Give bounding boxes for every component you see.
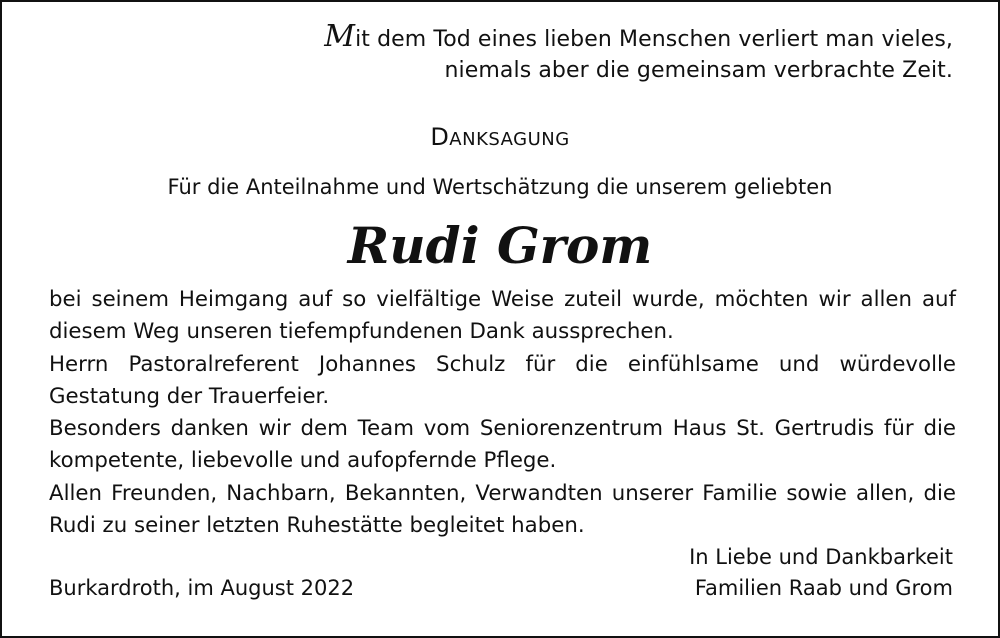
paragraph: Herrn Pastoralreferent Johannes Schulz für die einfühlsame und würdevolle Gestatung der Trauerfeier.	[49, 351, 956, 409]
memorial-quote	[324, 19, 953, 86]
paragraph: Besonders danken wir dem Team vom Seniorenzentrum Haus St. Gertrudis für die kompetente, liebevolle und aufopfernde Pflege.	[49, 416, 956, 474]
quote-line-2: niemals aber die gemeinsam verbrachte Zeit.	[444, 58, 953, 83]
quote-line-1	[324, 19, 953, 55]
paragraph: Allen Freunden, Nachbarn, Bekannten, Verwandten unserer Familie sowie allen, die Rudi zu seiner letzten Ruhestätte begleitet haben.	[49, 480, 956, 539]
quote-line-1-text: it dem Tod eines lieben Menschen verliert man vieles,	[355, 27, 953, 52]
signature-block	[689, 542, 953, 604]
heading-initial: D	[430, 123, 450, 151]
acknowledgement-body	[49, 284, 956, 542]
closing-greeting: In Liebe und Dankbarkeit	[689, 545, 953, 569]
place-date: Burkardroth, im August 2022	[49, 576, 355, 600]
quote-initial: M	[324, 19, 356, 54]
paragraph: bei seinem Heimgang auf so vielfältige Weise zuteil wurde, möchten wir allen auf diesem Weg unseren tiefempfundenen Dank aussprechen.	[49, 287, 956, 345]
intro-line: Für die Anteilnahme und Wertschätzung die unserem geliebten	[167, 175, 833, 199]
page-title	[2, 122, 998, 155]
family-names: Familien Raab und Grom	[694, 576, 953, 600]
deceased-name: Rudi Grom	[347, 216, 653, 275]
heading-rest: ANKSAGUNG	[449, 129, 570, 150]
